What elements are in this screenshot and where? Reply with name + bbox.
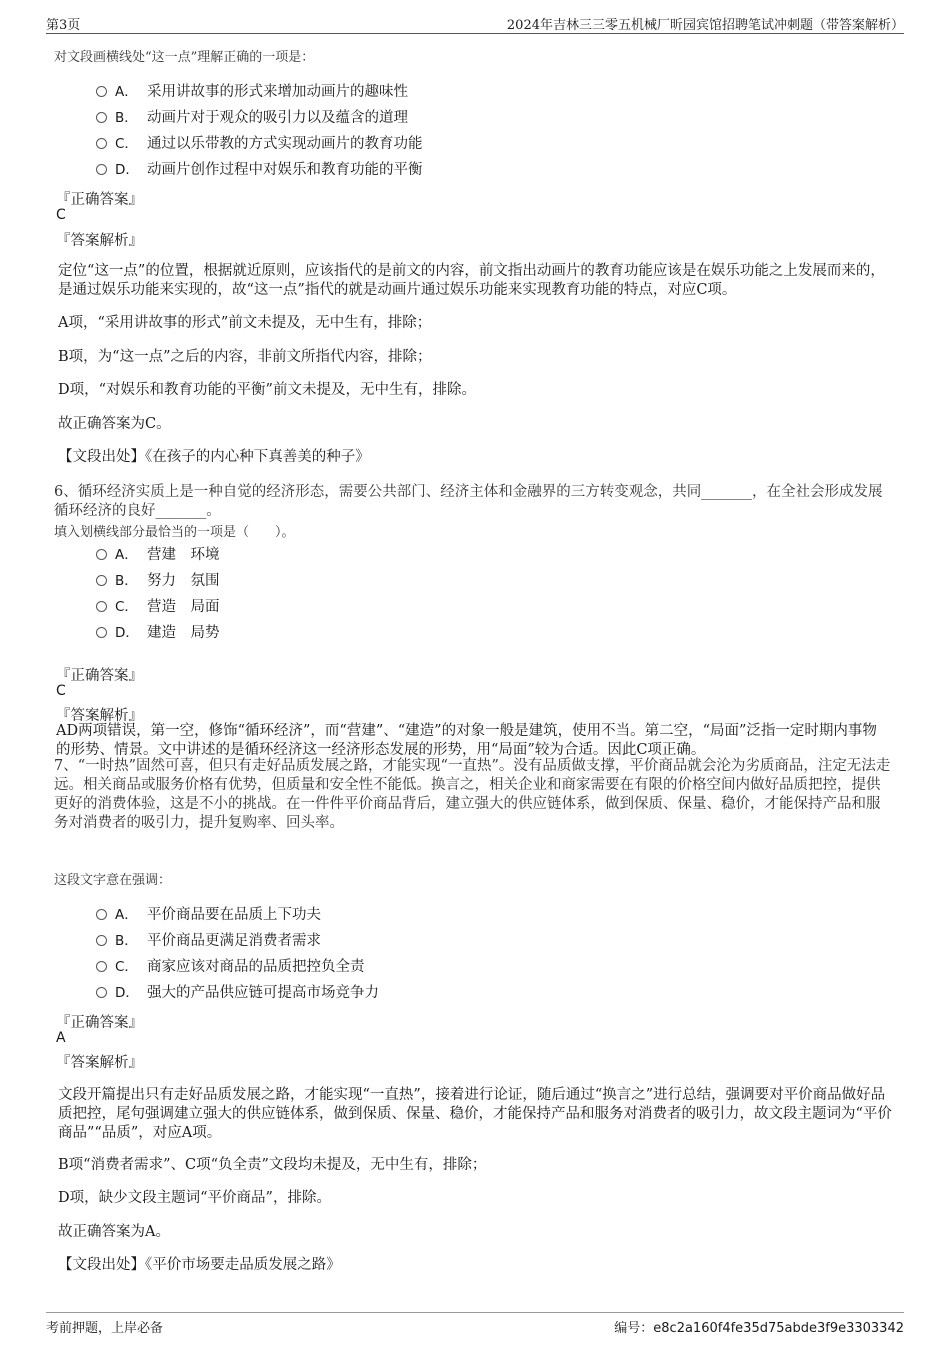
q7-analysis-label: 『答案解析』: [56, 1055, 143, 1071]
q6-option-b[interactable]: B． 努力 氛围: [96, 571, 220, 591]
q7-analysis-paragraph: 文段开篇提出只有走好品质发展之路，才能实现“一直热”，接着进行论证，随后通过“换言之”进行总结，强调要对平价商品做好品质把控，尾句强调建立强大的供应链体系，做到保质、保量、稳价，才能保持产品和服务对消费者的吸引力，故文段主题词为“平价商品”“品质”，对应A项。: [58, 1087, 892, 1141]
q7-option-c[interactable]: C． 商家应该对商品的品质把控负全责: [96, 957, 365, 977]
radio-icon[interactable]: [96, 627, 107, 638]
q5-stem: 对文段画横线处“这一点”理解正确的一项是：: [54, 50, 315, 65]
document-title: 2024年吉林三三零五机械厂昕园宾馆招聘笔试冲刺题（带答案解析）: [506, 18, 904, 33]
q7-instruction: 这段文字意在强调：: [54, 873, 172, 888]
radio-icon[interactable]: [96, 961, 107, 972]
q7-analysis-bc: B项“消费者需求”、C项“负全责”文段均未提及，无中生有，排除；: [58, 1157, 487, 1173]
q7-conclusion: 故正确答案为A。: [58, 1224, 170, 1240]
radio-icon[interactable]: [96, 138, 107, 149]
q7-source: 【文段出处】《平价市场要走品质发展之路》: [58, 1257, 341, 1273]
q5-analysis-a: A项，“采用讲故事的形式”前文未提及，无中生有，排除；: [58, 315, 432, 331]
q5-analysis-d: D项，“对娱乐和教育功能的平衡”前文未提及，无中生有，排除。: [58, 382, 476, 398]
q6-correct-label: 『正确答案』: [56, 668, 143, 684]
q6-option-c[interactable]: C． 营造 局面: [96, 597, 220, 617]
q7-option-a[interactable]: A． 平价商品要在品质上下功夫: [96, 905, 321, 925]
q7-answer: A: [56, 1030, 66, 1046]
q6-analysis: AD两项错误，第一空，修饰“循环经济”，而“营建”、“建造”的对象一般是建筑，使用不当。第二空，“局面”泛指一定时期内事物的形势、情景。文中讲述的是循环经济这一经济形态发展的形势，用“局面”较为合适。因此C项正确。: [56, 723, 877, 758]
q5-analysis-label: 『答案解析』: [56, 233, 143, 249]
radio-icon[interactable]: [96, 549, 107, 560]
q5-conclusion: 故正确答案为C。: [58, 416, 171, 432]
q7-correct-label: 『正确答案』: [56, 1015, 143, 1031]
radio-icon[interactable]: [96, 935, 107, 946]
q5-option-d[interactable]: D． 动画片创作过程中对娱乐和教育功能的平衡: [96, 160, 423, 180]
footer-slogan: 考前押题，上岸必备: [46, 1321, 164, 1336]
page-header: [46, 14, 904, 34]
q6-option-a[interactable]: A． 营建 环境: [96, 545, 220, 565]
q6-option-d[interactable]: D． 建造 局势: [96, 623, 220, 643]
q5-source: 【文段出处】《在孩子的内心种下真善美的种子》: [58, 449, 370, 465]
q5-option-c[interactable]: C． 通过以乐带教的方式实现动画片的教育功能: [96, 134, 423, 154]
q5-answer: C: [56, 207, 66, 223]
page-footer: [46, 1312, 904, 1335]
q5-correct-label: 『正确答案』: [56, 192, 143, 208]
q7-stem: 7、“一时热”固然可喜，但只有走好品质发展之路，才能实现“一直热”。没有品质做支撑，平价商品就会沦为劣质商品，注定无法走远。相关商品或服务价格有优势，但质量和安全性不能低。换言之，相关企业和商家需要在有限的价格空间内做好品质把控，提供更好的消费体验，这是不小的挑战。在一件件平价商品背后，建立强大的供应链体系，做到保质、保量、稳价，才能保持产品和服务对消费者的吸引力，提升复购率、回头率。: [54, 758, 891, 831]
q5-analysis-b: B项，为“这一点”之后的内容，非前文所指代内容，排除；: [58, 349, 432, 365]
q5-option-a[interactable]: A． 采用讲故事的形式来增加动画片的趣味性: [96, 82, 408, 102]
q5-option-b[interactable]: B． 动画片对于观众的吸引力以及蕴含的道理: [96, 108, 408, 128]
footer-code-label: 编号：: [614, 1321, 654, 1336]
q7-option-d[interactable]: D． 强大的产品供应链可提高市场竞争力: [96, 983, 379, 1003]
radio-icon[interactable]: [96, 909, 107, 920]
radio-icon[interactable]: [96, 601, 107, 612]
page-number: 第3页: [46, 18, 81, 33]
radio-icon[interactable]: [96, 575, 107, 586]
radio-icon[interactable]: [96, 987, 107, 998]
q7-option-b[interactable]: B． 平价商品更满足消费者需求: [96, 931, 321, 951]
q5-analysis-paragraph: 定位“这一点”的位置，根据就近原则，应该指代的是前文的内容，前文指出动画片的教育功能应该是在娱乐功能之上发展而来的，是通过娱乐功能来实现的，故“这一点”指代的就是动画片通过娱乐功能来实现教育功能的特点，对应C项。: [58, 263, 885, 298]
footer-code: [614, 1317, 904, 1336]
radio-icon[interactable]: [96, 112, 107, 123]
q6-stem: 6、循环经济实质上是一种自觉的经济形态，需要公共部门、经济主体和金融界的三方转变观念，共同_______，在全社会形成发展循环经济的良好_______。: [54, 484, 883, 519]
q6-answer: C: [56, 683, 66, 699]
q7-analysis-d: D项，缺少文段主题词“平价商品”，排除。: [58, 1190, 331, 1206]
radio-icon[interactable]: [96, 86, 107, 97]
radio-icon[interactable]: [96, 164, 107, 175]
q6-analysis-label: 『答案解析』: [56, 708, 143, 724]
q6-instruction: 填入划横线部分最恰当的一项是（ ）。: [54, 525, 295, 540]
footer-code-value: e8c2a160f4fe35d75abde3f9e3303342: [653, 1321, 904, 1336]
